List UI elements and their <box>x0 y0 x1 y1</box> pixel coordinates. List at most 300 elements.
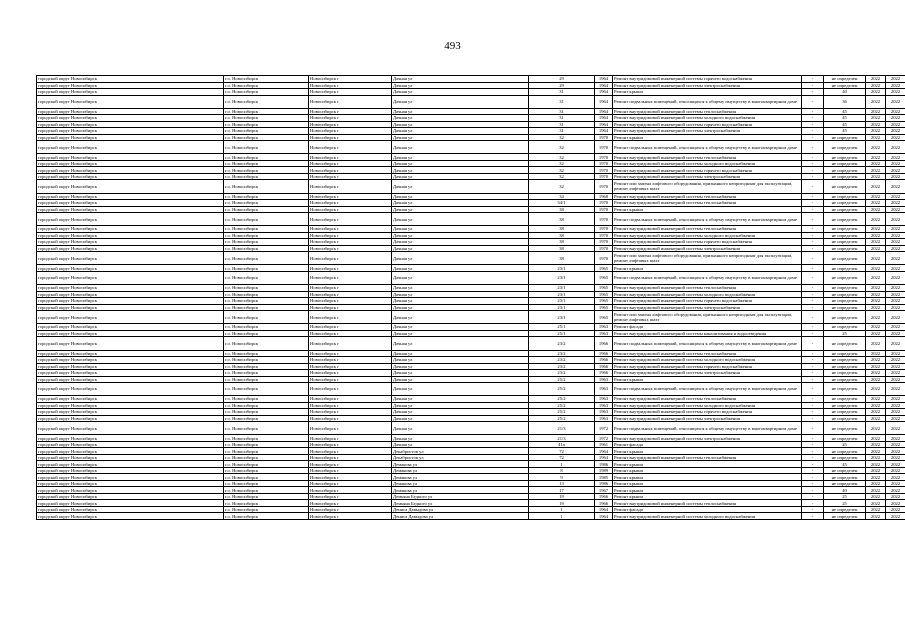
cell-house-number: 19 <box>529 493 595 500</box>
cell-district: г.о. Новосибирск <box>224 265 309 272</box>
cell-city: Новосибирск г <box>309 493 392 500</box>
cell-build-year: 1964 <box>595 454 613 461</box>
cell-cost: не определен <box>824 304 866 311</box>
page-number: 493 <box>444 40 461 52</box>
cell-city: Новосибирск г <box>309 154 392 161</box>
cell-city: Новосибирск г <box>309 506 392 513</box>
cell-city: Новосибирск г <box>309 330 392 337</box>
cell-street: Дачная ул <box>392 160 529 167</box>
cell-year-end: 2022 <box>886 324 905 331</box>
cell-year-end: 2022 <box>886 200 905 207</box>
cell-year-start: 2022 <box>866 193 886 200</box>
cell-street: Демакова ул <box>392 474 529 481</box>
cell-build-year: 1964 <box>595 448 613 455</box>
cell-cost: не определен <box>824 252 866 265</box>
cell-city: Новосибирск г <box>309 160 392 167</box>
cell-build-year: 1985 <box>595 474 613 481</box>
cell-street: Дачная ул <box>392 76 529 83</box>
cell-city: Новосибирск г <box>309 363 392 370</box>
cell-district: г.о. Новосибирск <box>224 89 309 96</box>
cell-street: Дачная ул <box>392 441 529 448</box>
cell-cost: 40 <box>824 89 866 96</box>
cell-work-type: Ремонт внутридомовой инженерной системы теплоснабжения <box>613 500 802 507</box>
cell-year-end: 2022 <box>886 193 905 200</box>
cell-cost: не определен <box>824 311 866 324</box>
cell-dash: - <box>802 108 824 115</box>
cell-build-year: 1965 <box>595 285 613 292</box>
cell-district: г.о. Новосибирск <box>224 245 309 252</box>
cell-build-year: 1966 <box>595 350 613 357</box>
cell-street: Демакова ул <box>392 467 529 474</box>
cell-cost: не определен <box>824 141 866 154</box>
cell-house-number: 23/1 <box>529 304 595 311</box>
cell-house-number: 38 <box>529 226 595 233</box>
cell-build-year: 1961 <box>595 441 613 448</box>
cell-house-number: 23/1 <box>529 291 595 298</box>
cell-municipality: городской округ Новосибирск <box>37 363 224 370</box>
cell-year-start: 2022 <box>866 461 886 468</box>
cell-street: Дачная ул <box>392 330 529 337</box>
cell-cost: не определен <box>824 363 866 370</box>
cell-street: Дачная ул <box>392 271 529 284</box>
cell-year-end: 2022 <box>886 298 905 305</box>
cell-house-number: 25/1 <box>529 324 595 331</box>
cell-district: г.о. Новосибирск <box>224 141 309 154</box>
cell-street: Дачная ул <box>392 121 529 128</box>
cell-build-year: 1972 <box>595 435 613 442</box>
cell-work-type: Ремонт внутридомовой инженерной системы теплоснабжения <box>613 396 802 403</box>
cell-build-year: 1964 <box>595 128 613 135</box>
cell-house-number: 1 <box>529 461 595 468</box>
cell-city: Новосибирск г <box>309 193 392 200</box>
cell-house-number: 72 <box>529 454 595 461</box>
cell-street: Дачная ул <box>392 95 529 108</box>
cell-build-year: 1963 <box>595 396 613 403</box>
cell-dash: - <box>802 493 824 500</box>
cell-build-year: 1970 <box>595 160 613 167</box>
cell-cost: не определен <box>824 193 866 200</box>
cell-district: г.о. Новосибирск <box>224 376 309 383</box>
cell-municipality: городской округ Новосибирск <box>37 128 224 135</box>
cell-year-start: 2022 <box>866 232 886 239</box>
cell-year-end: 2022 <box>886 160 905 167</box>
cell-work-type: Ремонт крыши <box>613 461 802 468</box>
cell-house-number: 38 <box>529 252 595 265</box>
cell-year-start: 2022 <box>866 324 886 331</box>
cell-cost: не определен <box>824 265 866 272</box>
cell-build-year: 1964 <box>595 108 613 115</box>
cell-dash: - <box>802 337 824 350</box>
cell-cost: не определен <box>824 513 866 520</box>
cell-build-year: 1965 <box>595 311 613 324</box>
cell-street: Дачная ул <box>392 383 529 396</box>
cell-municipality: городской округ Новосибирск <box>37 324 224 331</box>
cell-dash: - <box>802 206 824 213</box>
cell-municipality: городской округ Новосибирск <box>37 271 224 284</box>
cell-street: Дачная ул <box>392 245 529 252</box>
table-row <box>37 213 905 226</box>
cell-dash: - <box>802 461 824 468</box>
cell-dash: - <box>802 448 824 455</box>
cell-city: Новосибирск г <box>309 115 392 122</box>
cell-year-end: 2022 <box>886 213 905 226</box>
cell-year-end: 2022 <box>886 454 905 461</box>
cell-cost: 25 <box>824 493 866 500</box>
cell-year-start: 2022 <box>866 134 886 141</box>
cell-year-end: 2022 <box>886 370 905 377</box>
cell-district: г.о. Новосибирск <box>224 285 309 292</box>
cell-cost: не определен <box>824 160 866 167</box>
cell-municipality: городской округ Новосибирск <box>37 141 224 154</box>
cell-district: г.о. Новосибирск <box>224 206 309 213</box>
cell-municipality: городской округ Новосибирск <box>37 173 224 180</box>
cell-year-end: 2022 <box>886 383 905 396</box>
cell-cost: не определен <box>824 396 866 403</box>
cell-house-number: 25/2 <box>529 396 595 403</box>
cell-city: Новосибирск г <box>309 304 392 311</box>
cell-house-number: 19 <box>529 500 595 507</box>
cell-work-type: Ремонт внутридомовой инженерной системы электроснабжения <box>613 245 802 252</box>
cell-year-end: 2022 <box>886 265 905 272</box>
cell-municipality: городской округ Новосибирск <box>37 370 224 377</box>
cell-cost: 45 <box>824 461 866 468</box>
cell-work-type: Ремонт внутридомовой инженерной системы теплоснабжения <box>613 200 802 207</box>
cell-house-number: 23/2 <box>529 350 595 357</box>
cell-house-number: 31 <box>529 115 595 122</box>
cell-district: г.о. Новосибирск <box>224 409 309 416</box>
cell-work-type: Ремонт внутридомовой инженерной системы горячего водоснабжения <box>613 409 802 416</box>
cell-house-number: 38 <box>529 239 595 246</box>
cell-house-number: 23/2 <box>529 357 595 364</box>
cell-year-end: 2022 <box>886 357 905 364</box>
cell-cost: 45 <box>824 115 866 122</box>
cell-district: г.о. Новосибирск <box>224 396 309 403</box>
table-row <box>37 513 905 520</box>
cell-dash: - <box>802 422 824 435</box>
cell-build-year: 1963 <box>595 324 613 331</box>
cell-district: г.о. Новосибирск <box>224 160 309 167</box>
cell-cost: не определен <box>824 285 866 292</box>
cell-dash: - <box>802 271 824 284</box>
cell-house-number: 25/2 <box>529 402 595 409</box>
cell-street: Дачная ул <box>392 82 529 89</box>
cell-street: Дачная ул <box>392 193 529 200</box>
cell-city: Новосибирск г <box>309 454 392 461</box>
cell-municipality: городской округ Новосибирск <box>37 180 224 193</box>
cell-house-number: 23/1 <box>529 271 595 284</box>
cell-municipality: городской округ Новосибирск <box>37 454 224 461</box>
cell-year-start: 2022 <box>866 154 886 161</box>
cell-build-year: 1965 <box>595 304 613 311</box>
cell-cost: не определен <box>824 167 866 174</box>
cell-year-end: 2022 <box>886 493 905 500</box>
cell-year-start: 2022 <box>866 226 886 233</box>
cell-cost: не определен <box>824 337 866 350</box>
cell-build-year: 1989 <box>595 467 613 474</box>
cell-city: Новосибирск г <box>309 357 392 364</box>
cell-year-end: 2022 <box>886 89 905 96</box>
cell-district: г.о. Новосибирск <box>224 454 309 461</box>
cell-year-start: 2022 <box>866 350 886 357</box>
cell-work-type: Ремонт подвальных помещений, относящихся к общему имуществу в многоквартирном доме <box>613 213 802 226</box>
cell-district: г.о. Новосибирск <box>224 330 309 337</box>
cell-work-type: Ремонт крыши <box>613 376 802 383</box>
cell-house-number: 9 <box>529 474 595 481</box>
cell-district: г.о. Новосибирск <box>224 298 309 305</box>
cell-municipality: городской округ Новосибирск <box>37 304 224 311</box>
cell-city: Новосибирск г <box>309 422 392 435</box>
cell-work-type: Ремонт подвальных помещений, относящихся к общему имуществу в многоквартирном доме <box>613 337 802 350</box>
cell-street: Дачная ул <box>392 415 529 422</box>
cell-build-year: 1965 <box>595 265 613 272</box>
cell-district: г.о. Новосибирск <box>224 311 309 324</box>
cell-dash: - <box>802 402 824 409</box>
cell-year-start: 2022 <box>866 89 886 96</box>
cell-cost: не определен <box>824 76 866 83</box>
cell-house-number: 23/1 <box>529 311 595 324</box>
cell-house-number: 23/1 <box>529 298 595 305</box>
cell-year-end: 2022 <box>886 271 905 284</box>
cell-district: г.о. Новосибирск <box>224 441 309 448</box>
cell-district: г.о. Новосибирск <box>224 304 309 311</box>
cell-build-year: 1966 <box>595 337 613 350</box>
cell-dash: - <box>802 95 824 108</box>
cell-district: г.о. Новосибирск <box>224 167 309 174</box>
cell-city: Новосибирск г <box>309 409 392 416</box>
cell-district: г.о. Новосибирск <box>224 415 309 422</box>
cell-municipality: городской округ Новосибирск <box>37 154 224 161</box>
cell-work-type: Ремонт фасада <box>613 324 802 331</box>
cell-cost: 45 <box>824 108 866 115</box>
cell-build-year: 1966 <box>595 363 613 370</box>
cell-build-year: 1970 <box>595 213 613 226</box>
cell-house-number: 17 <box>529 487 595 494</box>
cell-work-type: Ремонт внутридомовой инженерной системы электроснабжения <box>613 435 802 442</box>
cell-dash: - <box>802 291 824 298</box>
cell-work-type: Ремонт внутридомовой инженерной системы горячего водоснабжения <box>613 298 802 305</box>
cell-municipality: городской округ Новосибирск <box>37 415 224 422</box>
cell-year-start: 2022 <box>866 467 886 474</box>
cell-municipality: городской округ Новосибирск <box>37 441 224 448</box>
cell-street: Демакова ул <box>392 487 529 494</box>
cell-city: Новосибирск г <box>309 350 392 357</box>
cell-year-start: 2022 <box>866 95 886 108</box>
cell-municipality: городской округ Новосибирск <box>37 206 224 213</box>
cell-district: г.о. Новосибирск <box>224 487 309 494</box>
cell-build-year: 1963 <box>595 415 613 422</box>
cell-municipality: городской округ Новосибирск <box>37 265 224 272</box>
table-row <box>37 271 905 284</box>
cell-year-end: 2022 <box>886 180 905 193</box>
cell-house-number: 23/1 <box>529 285 595 292</box>
cell-street: Дачная ул <box>392 173 529 180</box>
cell-work-type: Ремонт или замена лифтового оборудования, признанного непригодным для эксплуатации, ремонт лифтовых шахт <box>613 180 802 193</box>
cell-work-type: Ремонт внутридомовой инженерной системы теплоснабжения <box>613 154 802 161</box>
cell-city: Новосибирск г <box>309 167 392 174</box>
cell-year-end: 2022 <box>886 95 905 108</box>
cell-dash: - <box>802 160 824 167</box>
cell-district: г.о. Новосибирск <box>224 128 309 135</box>
cell-work-type: Ремонт внутридомовой инженерной системы холодного водоснабжения <box>613 357 802 364</box>
cell-cost: не определен <box>824 291 866 298</box>
cell-municipality: городской округ Новосибирск <box>37 506 224 513</box>
cell-cost: не определен <box>824 173 866 180</box>
cell-year-start: 2022 <box>866 454 886 461</box>
cell-year-end: 2022 <box>886 304 905 311</box>
cell-cost: 40 <box>824 487 866 494</box>
cell-city: Новосибирск г <box>309 89 392 96</box>
cell-build-year: 1966 <box>595 500 613 507</box>
cell-municipality: городской округ Новосибирск <box>37 108 224 115</box>
cell-district: г.о. Новосибирск <box>224 121 309 128</box>
cell-city: Новосибирск г <box>309 128 392 135</box>
cell-year-start: 2022 <box>866 173 886 180</box>
cell-dash: - <box>802 121 824 128</box>
cell-work-type: Ремонт крыши <box>613 448 802 455</box>
cell-street: Демьяна Бедного ул <box>392 493 529 500</box>
cell-dash: - <box>802 76 824 83</box>
cell-dash: - <box>802 154 824 161</box>
cell-dash: - <box>802 454 824 461</box>
cell-municipality: городской округ Новосибирск <box>37 435 224 442</box>
cell-street: Дачная ул <box>392 357 529 364</box>
cell-house-number: 31 <box>529 128 595 135</box>
cell-city: Новосибирск г <box>309 226 392 233</box>
cell-dash: - <box>802 409 824 416</box>
cell-house-number: 38 <box>529 232 595 239</box>
cell-work-type: Ремонт крыши <box>613 467 802 474</box>
cell-street: Дачная ул <box>392 141 529 154</box>
cell-year-end: 2022 <box>886 441 905 448</box>
cell-city: Новосибирск г <box>309 200 392 207</box>
cell-cost: не определен <box>824 154 866 161</box>
cell-city: Новосибирск г <box>309 467 392 474</box>
cell-dash: - <box>802 487 824 494</box>
cell-year-end: 2022 <box>886 376 905 383</box>
cell-district: г.о. Новосибирск <box>224 357 309 364</box>
cell-street: Дачная ул <box>392 213 529 226</box>
cell-municipality: городской округ Новосибирск <box>37 409 224 416</box>
cell-year-end: 2022 <box>886 108 905 115</box>
cell-dash: - <box>802 441 824 448</box>
cell-district: г.о. Новосибирск <box>224 95 309 108</box>
cell-build-year: 1970 <box>595 167 613 174</box>
cell-year-end: 2022 <box>886 396 905 403</box>
cell-work-type: Ремонт внутридомовой инженерной системы теплоснабжения <box>613 454 802 461</box>
cell-city: Новосибирск г <box>309 435 392 442</box>
cell-cost: не определен <box>824 376 866 383</box>
cell-year-start: 2022 <box>866 167 886 174</box>
cell-street: Декабристов ул <box>392 448 529 455</box>
cell-cost: 25 <box>824 500 866 507</box>
cell-year-end: 2022 <box>886 513 905 520</box>
table-row <box>37 252 905 265</box>
cell-cost: не определен <box>824 232 866 239</box>
cell-cost: не определен <box>824 82 866 89</box>
cell-municipality: городской округ Новосибирск <box>37 76 224 83</box>
cell-city: Новосибирск г <box>309 402 392 409</box>
cell-build-year: 1970 <box>595 154 613 161</box>
cell-district: г.о. Новосибирск <box>224 402 309 409</box>
cell-year-end: 2022 <box>886 226 905 233</box>
cell-year-end: 2022 <box>886 252 905 265</box>
cell-district: г.о. Новосибирск <box>224 154 309 161</box>
cell-cost: не определен <box>824 271 866 284</box>
cell-street: Дениса Давыдова ул <box>392 513 529 520</box>
cell-build-year: 1970 <box>595 226 613 233</box>
cell-street: Дачная ул <box>392 402 529 409</box>
cell-work-type: Ремонт внутридомовой инженерной системы горячего водоснабжения <box>613 76 802 83</box>
cell-street: Дачная ул <box>392 291 529 298</box>
cell-district: г.о. Новосибирск <box>224 82 309 89</box>
cell-city: Новосибирск г <box>309 500 392 507</box>
cell-house-number: 25/1 <box>529 330 595 337</box>
cell-build-year: 1970 <box>595 232 613 239</box>
cell-dash: - <box>802 363 824 370</box>
cell-dash: - <box>802 245 824 252</box>
cell-municipality: городской округ Новосибирск <box>37 232 224 239</box>
cell-work-type: Ремонт внутридомовой инженерной системы теплоснабжения <box>613 193 802 200</box>
cell-municipality: городской округ Новосибирск <box>37 291 224 298</box>
cell-work-type: Ремонт внутридомовой инженерной системы холодного водоснабжения <box>613 115 802 122</box>
cell-municipality: городской округ Новосибирск <box>37 167 224 174</box>
cell-municipality: городской округ Новосибирск <box>37 285 224 292</box>
cell-year-end: 2022 <box>886 154 905 161</box>
cell-house-number: 32 <box>529 173 595 180</box>
table-body <box>37 76 905 520</box>
cell-work-type: Ремонт внутридомовой инженерной системы теплоснабжения <box>613 285 802 292</box>
cell-dash: - <box>802 134 824 141</box>
cell-build-year: 1970 <box>595 141 613 154</box>
cell-dash: - <box>802 180 824 193</box>
cell-year-start: 2022 <box>866 285 886 292</box>
cell-city: Новосибирск г <box>309 252 392 265</box>
cell-build-year: 1986 <box>595 461 613 468</box>
cell-street: Дачная ул <box>392 298 529 305</box>
cell-work-type: Ремонт крыши <box>613 474 802 481</box>
cell-build-year: 1970 <box>595 134 613 141</box>
cell-municipality: городской округ Новосибирск <box>37 337 224 350</box>
cell-dash: - <box>802 474 824 481</box>
cell-cost: не определен <box>824 357 866 364</box>
cell-municipality: городской округ Новосибирск <box>37 448 224 455</box>
cell-cost: не определен <box>824 324 866 331</box>
cell-house-number: 32 <box>529 134 595 141</box>
cell-municipality: городской округ Новосибирск <box>37 493 224 500</box>
cell-cost: 25 <box>824 441 866 448</box>
cell-street: Дачная ул <box>392 128 529 135</box>
cell-build-year: 1970 <box>595 252 613 265</box>
cell-year-start: 2022 <box>866 200 886 207</box>
cell-dash: - <box>802 350 824 357</box>
cell-dash: - <box>802 500 824 507</box>
cell-year-start: 2022 <box>866 265 886 272</box>
cell-build-year: 1964 <box>595 513 613 520</box>
cell-city: Новосибирск г <box>309 337 392 350</box>
cell-street: Дачная ул <box>392 206 529 213</box>
cell-house-number: 32 <box>529 154 595 161</box>
cell-work-type: Ремонт внутридомовой инженерной системы электроснабжения <box>613 415 802 422</box>
cell-city: Новосибирск г <box>309 134 392 141</box>
cell-year-end: 2022 <box>886 337 905 350</box>
cell-street: Дачная ул <box>392 134 529 141</box>
cell-city: Новосибирск г <box>309 285 392 292</box>
cell-work-type: Ремонт внутридомовой инженерной системы канализования и водоотведения <box>613 330 802 337</box>
cell-year-start: 2022 <box>866 271 886 284</box>
cell-city: Новосибирск г <box>309 396 392 403</box>
cell-year-end: 2022 <box>886 474 905 481</box>
cell-city: Новосибирск г <box>309 324 392 331</box>
